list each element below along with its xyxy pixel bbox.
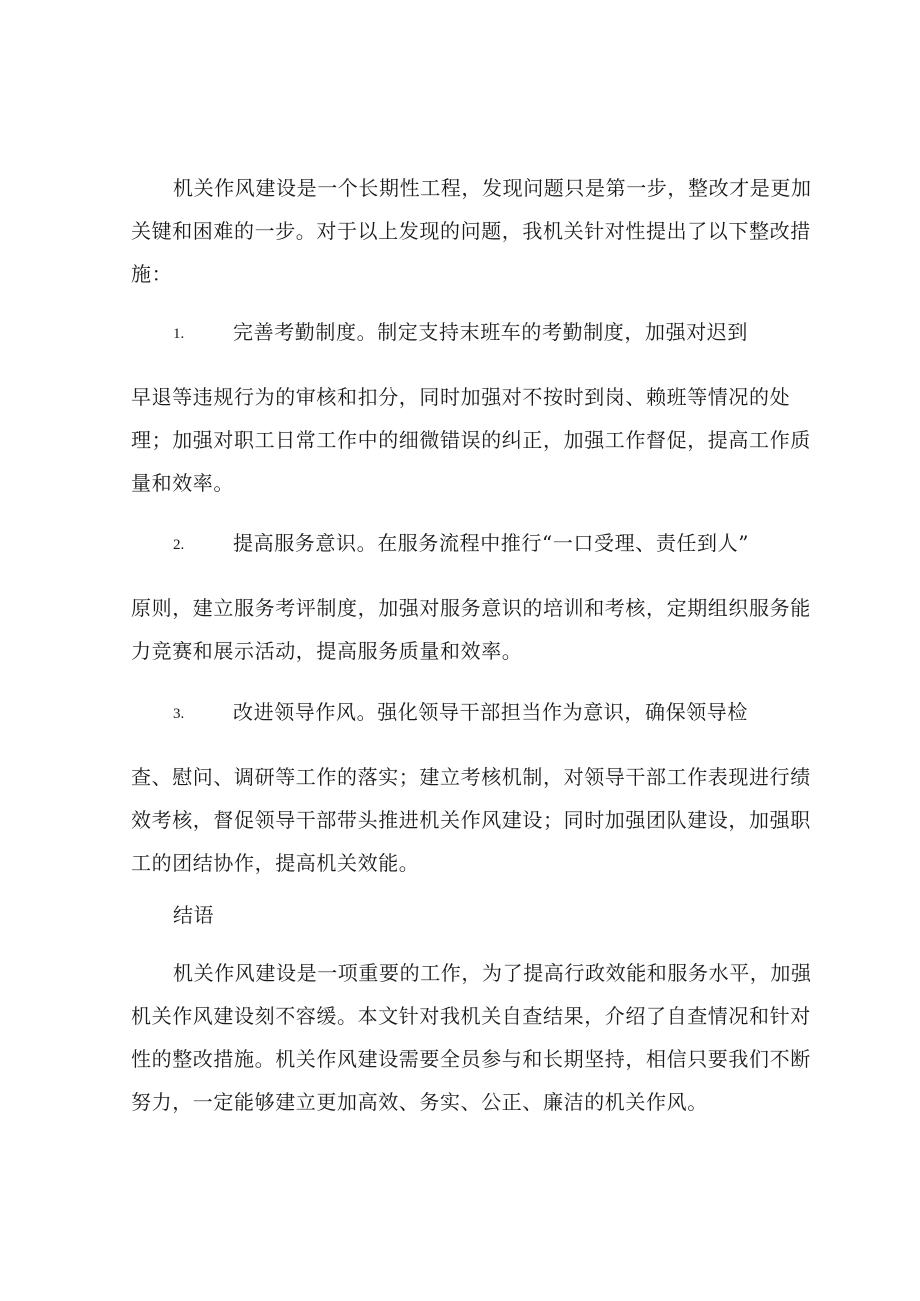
intro-line-3: 施： (131, 262, 173, 286)
item-2-body-line-1: 原则，建立服务考评制度，加强对服务意识的培训和考核，定期组织服务能 (131, 596, 811, 620)
item-1-number: 1. (173, 326, 185, 342)
item-1-body-line-2: 理；加强对职工日常工作中的细微错误的纠正，加强工作督促，提高工作质 (131, 428, 811, 452)
item-3-body-line-3: 工的团结协作，提高机关效能。 (131, 851, 420, 875)
intro-line-1: 机关作风建设是一个长期性工程，发现问题只是第一步，整改才是更加 (173, 176, 812, 200)
item-2-body-line-2: 力竞赛和展示活动，提高服务质量和效率。 (131, 639, 523, 663)
intro-line-2: 关键和困难的一步。对于以上发现的问题，我机关针对性提出了以下整改措 (131, 219, 811, 243)
item-1-body-line-1: 早退等违规行为的审核和扣分，同时加强对不按时到岗、赖班等情况的处 (131, 385, 791, 409)
item-3-body-line-1: 查、慰问、调研等工作的落实；建立考核机制，对领导干部工作表现进行绩 (131, 765, 811, 789)
item-2-number: 2. (173, 537, 185, 553)
item-3-body-line-2: 效考核，督促领导干部带头推进机关作风建设；同时加强团队建设，加强职 (131, 808, 811, 832)
item-1-body-line-3: 量和效率。 (131, 471, 234, 495)
conclusion-line-2: 机关作风建设刻不容缓。本文针对我机关自查结果，介绍了自查情况和针对 (131, 1004, 811, 1028)
conclusion-line-3: 性的整改措施。机关作风建设需要全员参与和长期坚持，相信只要我们不断 (131, 1047, 811, 1071)
item-3-heading: 改进领导作风。强化领导干部担当作为意识，确保领导检 (233, 700, 748, 724)
item-2-heading: 提高服务意识。在服务流程中推行“一口受理、责任到人” (233, 531, 750, 555)
conclusion-heading: 结语 (173, 903, 215, 927)
conclusion-line-4: 努力，一定能够建立更加高效、务实、公正、廉洁的机关作风。 (131, 1090, 708, 1114)
item-1-heading: 完善考勤制度。制定支持末班车的考勤制度，加强对迟到 (233, 320, 748, 344)
conclusion-line-1: 机关作风建设是一项重要的工作，为了提高行政效能和服务水平，加强 (173, 961, 812, 985)
item-3-number: 3. (173, 706, 185, 722)
